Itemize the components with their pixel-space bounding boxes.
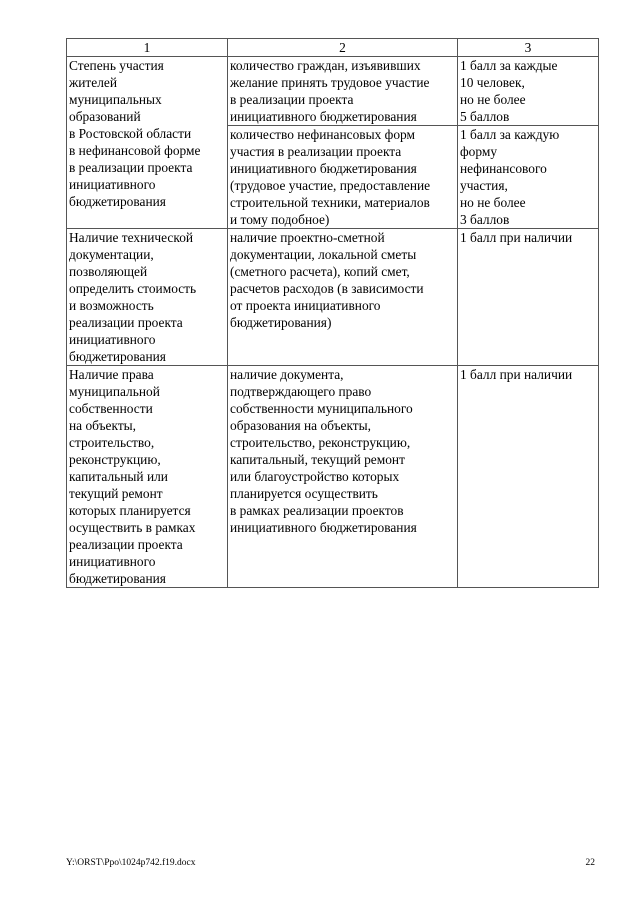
table-row bbox=[67, 366, 599, 588]
column-header-1: 1 bbox=[67, 39, 228, 57]
footer-file-path: Y:\ORST\Ppo\1024p742.f19.docx bbox=[66, 858, 196, 868]
score-cell: 1 балл при наличии bbox=[458, 229, 599, 366]
score-cell: 1 балл за каждые 10 человек, но не более 5 баллов bbox=[458, 57, 599, 126]
table-row bbox=[67, 57, 599, 126]
score-cell: 1 балл за каждую форму нефинансового участия, но не более 3 баллов bbox=[458, 126, 599, 229]
column-header-2: 2 bbox=[228, 39, 458, 57]
indicator-cell: количество граждан, изъявивших желание принять трудовое участие в реализации проекта инициативного бюджетирования bbox=[228, 57, 458, 126]
score-cell: 1 балл при наличии bbox=[458, 366, 599, 588]
page-number: 22 bbox=[585, 858, 595, 868]
column-header-3: 3 bbox=[458, 39, 599, 57]
criteria-table bbox=[66, 38, 599, 588]
indicator-cell: наличие проектно-сметной документации, локальной сметы (сметного расчета), копий смет, расчетов расходов (в зависимости от проекта инициативного бюджетирования) bbox=[228, 229, 458, 366]
criterion-cell: Наличие технической документации, позволяющей определить стоимость и возможность реализации проекта инициативного бюджетирования bbox=[67, 229, 228, 366]
criterion-cell: Наличие права муниципальной собственности на объекты, строительство, реконструкцию, капитальный или текущий ремонт которых планируется осуществить в рамках реализации проекта инициативного бюджетирования bbox=[67, 366, 228, 588]
indicator-cell: наличие документа, подтверждающего право собственности муниципального образования на объекты, строительство, реконструкцию, капитальный, текущий ремонт или благоустройство которых планируется осуществить в рамках реализации проектов инициативного бюджетирования bbox=[228, 366, 458, 588]
header-row bbox=[67, 39, 599, 57]
criterion-cell: Степень участия жителей муниципальных образований в Ростовской области в нефинансовой форме в реализации проекта инициативного бюджетирования bbox=[67, 57, 228, 229]
indicator-cell: количество нефинансовых форм участия в реализации проекта инициативного бюджетирования (трудовое участие, предоставление строительной техники, материалов и тому подобное) bbox=[228, 126, 458, 229]
table-row bbox=[67, 229, 599, 366]
